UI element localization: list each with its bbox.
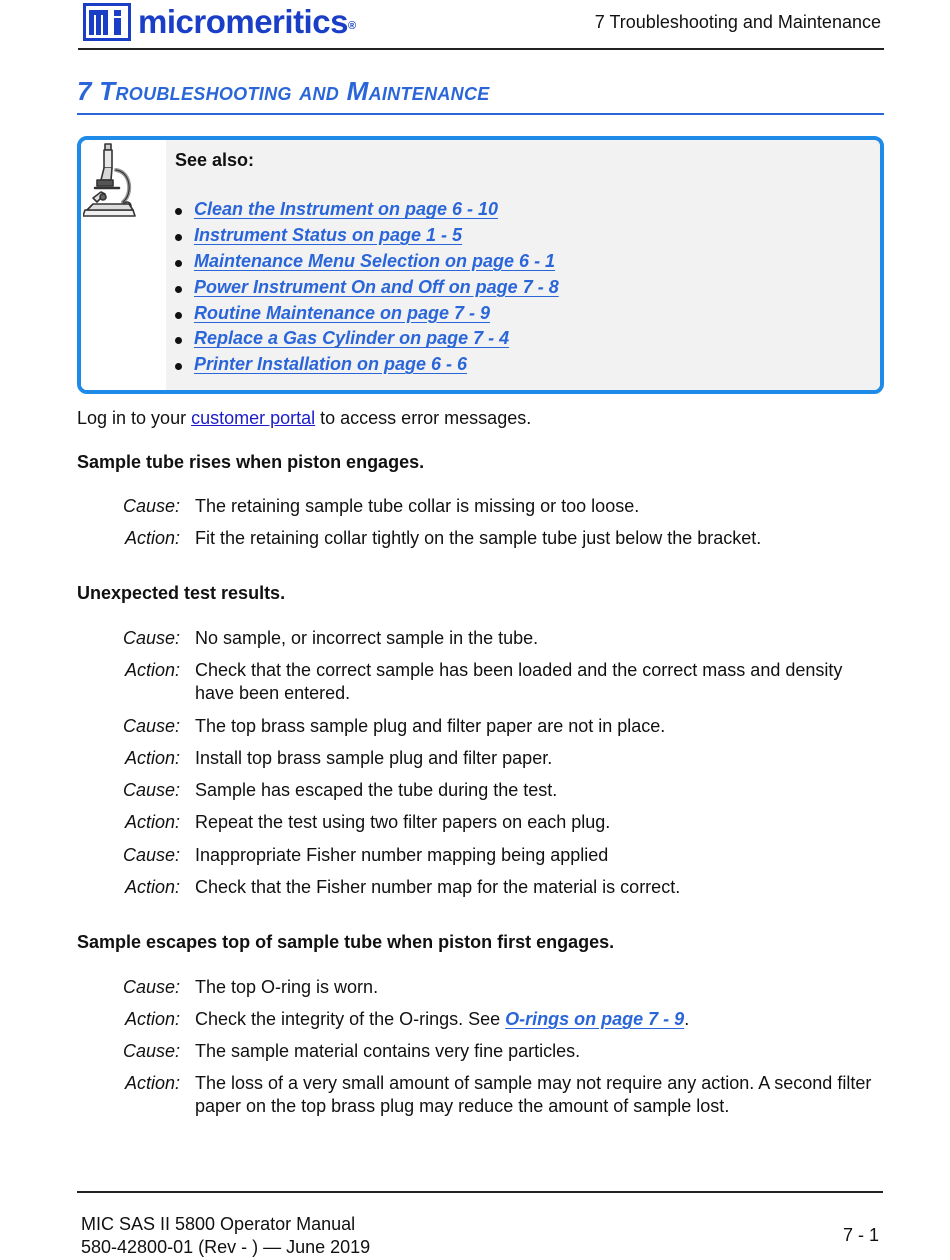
row-label: Action:: [124, 1073, 180, 1093]
page-header: [78, 0, 884, 50]
see-also-link-maintenance-menu[interactable]: Maintenance Menu Selection on page 6 - 1: [194, 250, 556, 271]
row-text-after-link: .: [684, 1009, 690, 1029]
micromeritics-logo: [83, 2, 356, 42]
intro-text-before: Log in to your: [77, 408, 192, 428]
see-also-item: [175, 326, 559, 352]
intro-paragraph: [77, 408, 531, 429]
row-label: Action:: [124, 1009, 180, 1029]
microscope-icon: [83, 142, 139, 222]
row-text: Check that the Fisher number map for the material is correct.: [195, 877, 681, 897]
o-rings-link[interactable]: O-rings on page 7 - 9: [505, 1009, 685, 1029]
running-chapter-title: 7 Troubleshooting and Maintenance: [594, 12, 881, 32]
section-title-unexpected-results: Unexpected test results.: [77, 583, 286, 603]
bullet-icon: [175, 286, 182, 293]
row-label: Cause:: [122, 496, 180, 516]
footer-part-number: 580-42800-01 (Rev - ) — June 2019: [81, 1237, 371, 1257]
see-also-item: [175, 223, 559, 249]
row-text: [195, 1008, 880, 1031]
see-also-item: [175, 352, 559, 378]
customer-portal-link[interactable]: customer portal: [191, 408, 316, 428]
row-text: The top brass sample plug and filter paper are not in place.: [195, 716, 666, 736]
bullet-icon: [175, 208, 182, 215]
row-label: Cause:: [122, 1041, 180, 1061]
see-also-item: [175, 249, 559, 275]
intro-text-after: to access error messages.: [315, 408, 532, 428]
bullet-icon: [175, 363, 182, 370]
row-label: Action:: [124, 528, 180, 548]
row-text: Repeat the test using two filter papers on each plug.: [195, 812, 611, 832]
row-label: Cause:: [122, 845, 180, 865]
section-title-sample-tube-rises: Sample tube rises when piston engages.: [77, 452, 425, 472]
row-text: Sample has escaped the tube during the test.: [195, 780, 558, 800]
see-also-item: [175, 300, 559, 326]
row-label: Action:: [124, 812, 180, 832]
row-label: Action:: [124, 660, 180, 680]
row-text: Inappropriate Fisher number mapping being applied: [195, 845, 609, 865]
see-also-link-replace-gas-cylinder[interactable]: Replace a Gas Cylinder on page 7 - 4: [194, 328, 510, 349]
see-also-link-routine-maintenance[interactable]: Routine Maintenance on page 7 - 9: [194, 302, 491, 323]
see-also-box: [77, 136, 884, 394]
row-label: Cause:: [122, 780, 180, 800]
bullet-icon: [175, 260, 182, 267]
see-also-label: See also:: [175, 150, 255, 170]
see-also-item: [175, 274, 559, 300]
footer-manual-title: MIC SAS II 5800 Operator Manual: [81, 1214, 356, 1234]
see-also-list: [175, 197, 559, 378]
footer-page-number: 7 - 1: [842, 1225, 879, 1245]
footer-divider: [77, 1191, 883, 1193]
row-text: The top O-ring is worn.: [195, 977, 379, 997]
row-text: The loss of a very small amount of sample may not require any action. A second filter paper on the top brass plug may reduce the amount of sample lost.: [195, 1073, 872, 1116]
row-label: Cause:: [122, 628, 180, 648]
see-also-content: [166, 140, 880, 390]
bullet-icon: [175, 234, 182, 241]
logo-wordmark: micromeritics: [138, 3, 348, 40]
row-label: Action:: [124, 748, 180, 768]
see-also-link-instrument-status[interactable]: Instrument Status on page 1 - 5: [194, 225, 463, 246]
row-text: No sample, or incorrect sample in the tube.: [195, 628, 539, 648]
bullet-icon: [175, 312, 182, 319]
micromeritics-logo-mark-icon: [83, 3, 131, 41]
row-text: Check that the correct sample has been loaded and the correct mass and density have been entered.: [195, 660, 843, 703]
see-also-item: [175, 197, 559, 223]
see-also-link-clean-instrument[interactable]: Clean the Instrument on page 6 - 10: [194, 199, 499, 220]
bullet-icon: [175, 337, 182, 344]
row-text: Fit the retaining collar tightly on the sample tube just below the bracket.: [195, 528, 762, 548]
row-label: Action:: [124, 877, 180, 897]
row-text: The sample material contains very fine particles.: [195, 1041, 581, 1061]
row-label: Cause:: [122, 716, 180, 736]
row-text: Install top brass sample plug and filter paper.: [195, 748, 553, 768]
row-text-before-link: Check the integrity of the O-rings. See: [195, 1009, 506, 1029]
section-title-sample-escapes: Sample escapes top of sample tube when piston first engages.: [77, 932, 615, 952]
footer-manual-info: [81, 1213, 370, 1259]
logo-registered-mark: ®: [347, 20, 357, 32]
chapter-title: 7 Troubleshooting and Maintenance: [77, 76, 884, 115]
see-also-link-power-instrument[interactable]: Power Instrument On and Off on page 7 - 8: [194, 276, 559, 297]
row-label: Cause:: [122, 977, 180, 997]
see-also-link-printer-installation[interactable]: Printer Installation on page 6 - 6: [194, 354, 468, 375]
row-text: The retaining sample tube collar is missing or too loose.: [195, 496, 640, 516]
see-also-icon-column: [81, 140, 166, 390]
